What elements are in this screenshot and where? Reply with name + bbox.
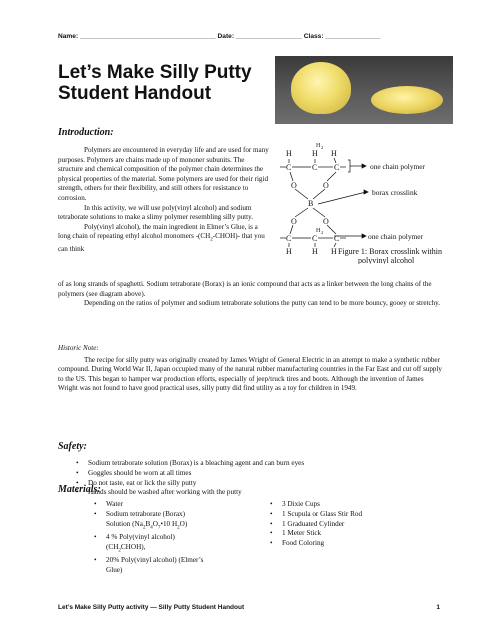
class-blank: _______________ (325, 33, 381, 40)
silly-putty-photo (275, 56, 453, 124)
atom-c: C (286, 234, 292, 243)
putty-puddle (371, 86, 443, 114)
figure-caption-line-2: polyvinyl alcohol (358, 256, 415, 264)
introduction-column (58, 146, 270, 255)
atom-b: B (308, 199, 314, 208)
page-number: 1 (436, 604, 440, 611)
safety-list (74, 459, 434, 498)
atom-o: O (291, 181, 297, 190)
title-line-2: Student Handout (58, 83, 212, 104)
introduction-heading: Introduction: (58, 127, 114, 138)
page-footer (58, 604, 440, 611)
materials-heading: Materials: (58, 484, 101, 495)
borax-crosslink-diagram (278, 142, 455, 264)
header-fields (58, 33, 443, 40)
safety-heading: Safety: (58, 441, 87, 452)
atom-c: C (334, 163, 340, 172)
list-item: • 1 Graduated Cylinder (268, 520, 438, 530)
list-item: • Do not taste, eat or lick the silly putty (74, 479, 434, 489)
historic-note (58, 344, 444, 394)
putty-ball (291, 62, 351, 114)
atom-o: O (323, 217, 329, 226)
atom-c: C (286, 163, 292, 172)
intro-paragraph-4: Depending on the ratios of polymer and sodium tetraborate solutions the putty can tend to be more bouncy, gooey or stretchy. (84, 299, 441, 308)
title-line-1: Let’s Make Silly Putty (58, 62, 252, 83)
subscript-2: 2 (321, 145, 324, 150)
atom-h: H (286, 247, 292, 256)
date-blank: __________________ (235, 33, 302, 40)
atom-h: H (331, 247, 337, 256)
list-item: • 4 % Poly(vinyl alcohol) $(CH_2CHOH)$, (92, 533, 242, 556)
list-item: • 20% Poly(vinyl alcohol) (Elmer’s Glue) (92, 556, 242, 576)
atom-h: H (331, 149, 337, 158)
figure-caption-line-1: Figure 1: Borax crosslink within (338, 247, 442, 256)
intro-paragraph-1: Polymers are encountered in everyday life and are used for many purposes. Polymers are chains made up of mononer subunits. The structure and chemical composition of the polymer chain determines the physical properties of the material. Some polymers are used for their rigid strength, others for their flexibility, and still others for resistance to corrosion. (58, 146, 269, 202)
list-item: • Sodium tetraborate solution (Borax) is a bleaching agent and can burn eyes (74, 459, 434, 469)
atom-h2: H (316, 228, 321, 234)
class-label: Class: (303, 33, 324, 40)
atom-h: H (312, 247, 318, 256)
subscript-2: 2 (321, 230, 324, 235)
atom-c: C (312, 234, 318, 243)
label-one-chain-polymer-top: one chain polymer (370, 162, 426, 171)
atom-h2: H (316, 143, 321, 149)
atom-o: O (323, 181, 329, 190)
historic-note-text: The recipe for silly putty was originally created by James Wright of General Electric in an attempt to make a synthetic rubber compound. During World War II, Japan occupied many of the natural rubber manufacturing countries in the Far East and cut off supply to the US. This began to hamper war production efforts, especially of jeep/truck tires and boots. Although the invention of James Wright was not found to have good practical uses, silly putty did find utility as a toy for children in 1949. (58, 355, 442, 393)
label-borax-crosslink: borax crosslink (372, 188, 418, 197)
list-item: • 1 Meter Stick (268, 529, 438, 539)
materials-list-right (268, 500, 438, 549)
name-label: Name: (58, 33, 79, 40)
name-blank: _____________________________________ (80, 33, 216, 40)
atom-h: H (312, 149, 318, 158)
page-title (58, 62, 268, 104)
label-one-chain-polymer-bottom: one chain polymer (368, 232, 424, 241)
date-label: Date: (217, 33, 235, 40)
intro-paragraph-3-continued: of as long strands of spaghetti. Sodium tetraborate (Borax) is an ionic compound that acts as a linker between the long chains of the polymers (see diagram above). (58, 280, 432, 298)
list-item: • Hands should be washed after working with the putty (74, 488, 434, 498)
materials-list-left (92, 500, 242, 575)
intro-paragraph-3: Poly(vinyl alcohol), the main ingredient in Elmer’s Glue, is a long chain of repeating ethyl alcohol monomers $-(CH_2-CHOH)-$ that you can think (58, 222, 265, 254)
atom-h: H (286, 149, 292, 158)
footer-text: Let’s Make Silly Putty activity — Silly Putty Student Handout (58, 604, 245, 611)
intro-paragraph-2: In this activity, we will use poly(vinyl alcohol) and sodium tetraborate solutions to make a slimy polymer resembling silly putty. (58, 203, 253, 222)
atom-c: C (334, 234, 340, 243)
list-item: • Food Coloring (268, 539, 438, 549)
historic-note-label: Historic Note: (58, 344, 99, 352)
list-item: • 3 Dixie Cups (268, 500, 438, 510)
list-item: • Goggles should be worn at all times (74, 469, 434, 479)
list-item: • 1 Scupula or Glass Stir Rod (268, 510, 438, 520)
introduction-continuation (58, 280, 444, 309)
atom-o: O (291, 217, 297, 226)
list-item: • Water (92, 500, 242, 510)
list-item: • Sodium tetraborate (Borax) Solution ($Na_2B_4O_7•10$ $H_2O$) (92, 510, 242, 533)
atom-c: C (312, 163, 318, 172)
